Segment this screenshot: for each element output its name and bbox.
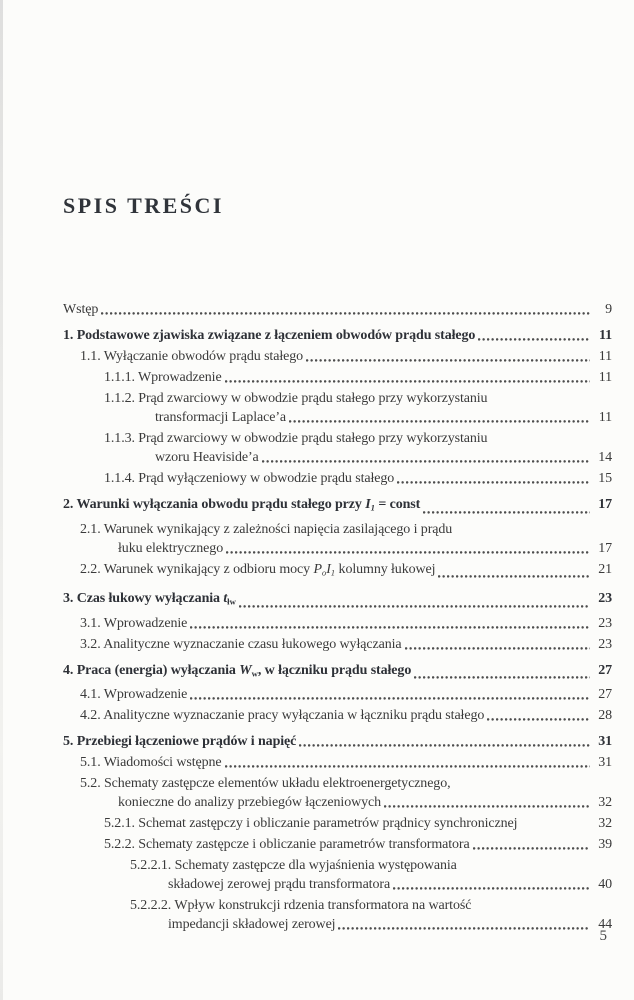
- toc-entry: [63, 685, 612, 704]
- toc-entry-text: 1.1.3. Prąd zwarciowy w obwodzie prądu stałego przy wykorzystaniu: [104, 431, 488, 446]
- toc-entry: [63, 495, 612, 518]
- toc-entry-text: Wstęp: [63, 302, 99, 317]
- toc-entry-text: 1.1.4. Prąd wyłączeniowy w obwodzie prądu stałego: [104, 471, 395, 486]
- toc-entry: [63, 469, 612, 488]
- toc-entry-text: składowej zerowej prądu transformatora: [168, 877, 391, 893]
- toc-entry: [63, 408, 612, 427]
- toc-page-number: 9: [605, 302, 612, 317]
- toc-page-number: 28: [598, 708, 612, 724]
- toc-page-number: 21: [598, 561, 612, 577]
- toc-entry: [63, 875, 612, 894]
- toc-page-number: 23: [598, 636, 612, 652]
- dot-leader: [478, 337, 590, 341]
- toc-entry-text: impedancji składowej zerowej: [168, 917, 336, 933]
- dot-leader: [473, 846, 590, 850]
- toc-entry-text: 5.2. Schematy zastępcze elementów układu elektroenergetycznego,: [80, 776, 451, 792]
- toc-entry: [63, 753, 612, 772]
- toc-entry-text: 4.1. Wprowadzenie: [80, 687, 188, 703]
- dot-leader: [397, 480, 590, 484]
- dot-leader: [423, 510, 590, 514]
- toc-entry: [63, 661, 612, 684]
- toc-entry: [63, 347, 612, 366]
- toc-entry-text: 1.1.2. Prąd zwarciowy w obwodzie prądu stałego przy wykorzystaniu: [104, 391, 488, 406]
- toc-entry-text: 3.2. Analityczne wyznaczanie czasu łukowego wyłączania: [80, 636, 402, 652]
- toc-entry-text: wzoru Heaviside’a: [155, 450, 259, 465]
- toc-page-number: 11: [598, 410, 612, 425]
- toc-page-number: 11: [598, 370, 612, 385]
- page-number-footer: 5: [599, 928, 607, 944]
- toc-entry-text: 5.2.2.2. Wpływ konstrukcji rdzenia transformatora na wartość: [130, 898, 472, 914]
- dot-leader: [405, 646, 590, 650]
- toc-entry: [63, 389, 612, 408]
- toc-entry-text: 5.2.2.1. Schematy zastępcze dla wyjaśnienia występowania: [130, 858, 457, 874]
- toc-page-number: 44: [598, 917, 612, 933]
- toc-entry-text: konieczne do analizy przebiegów łączeniowych: [118, 795, 382, 811]
- toc-page-number: 32: [598, 795, 612, 811]
- dot-leader: [299, 743, 590, 747]
- toc-entry: [63, 793, 612, 812]
- toc-page-number: 27: [598, 662, 612, 678]
- toc-entry-text: 2.2. Warunek wynikający z odbioru mocy PoI1 kolumny łukowej: [80, 561, 436, 578]
- toc-entry-text: transformacji Laplace’a: [155, 410, 287, 425]
- dot-leader: [226, 550, 590, 554]
- toc-page-number: 39: [598, 837, 612, 853]
- toc-entry-text: 1.1. Wyłączanie obwodów prądu stałego: [80, 349, 304, 364]
- toc-entry: [63, 560, 612, 583]
- toc-entry: [63, 835, 612, 854]
- toc-entry-text: 5.2.1. Schemat zastępczy i obliczanie parametrów prądnicy synchronicznej: [104, 816, 518, 832]
- dot-leader: [239, 604, 590, 608]
- toc-entry-text: 2.1. Warunek wynikający z zależności napięcia zasilającego i prądu: [80, 521, 453, 537]
- toc-entry-text: 5. Przebiegi łączeniowe prądów i napięć: [63, 734, 297, 750]
- toc-entry: [63, 520, 612, 539]
- toc-page-number: 17: [598, 497, 612, 512]
- toc-entry-text: 4.2. Analityczne wyznaczanie pracy wyłączania w łączniku prądu stałego: [80, 708, 485, 724]
- scan-edge-artifact: [0, 0, 3, 1000]
- dot-leader: [487, 717, 590, 721]
- toc-entry-text: 5.2.2. Schematy zastępcze i obliczanie parametrów transformatora: [104, 837, 470, 853]
- toc-entry: [63, 706, 612, 725]
- toc-entry: [63, 429, 612, 448]
- dot-leader: [393, 886, 590, 890]
- toc-page-number: 31: [598, 734, 612, 750]
- dot-leader: [306, 358, 590, 362]
- toc-entry-text: 4. Praca (energia) wyłączania Ww, w łączniku prądu stałego: [63, 662, 412, 679]
- dot-leader: [190, 625, 590, 629]
- toc-entry: [63, 896, 612, 915]
- dot-leader: [384, 804, 590, 808]
- page-title: SPIS TREŚCI: [63, 193, 224, 218]
- toc-page-number: 15: [598, 471, 612, 486]
- toc-page-number: 11: [598, 349, 612, 364]
- toc-entry: [63, 856, 612, 875]
- dot-leader: [289, 419, 590, 423]
- toc-page-number: 31: [598, 755, 612, 771]
- dot-leader: [520, 825, 590, 829]
- toc-entry: [63, 814, 612, 833]
- dot-leader: [262, 459, 590, 463]
- toc-entry-text: 1. Podstawowe zjawiska związane z łączeniem obwodów prądu stałego: [63, 328, 476, 343]
- toc-entry: [63, 539, 612, 558]
- dot-leader: [225, 379, 590, 383]
- toc-entry: [63, 326, 612, 345]
- toc-entry-text: łuku elektrycznego: [118, 540, 224, 556]
- toc-entry: [63, 614, 612, 633]
- toc-entry-text: 2. Warunki wyłączania obwodu prądu stałego przy I1 = const: [63, 497, 421, 513]
- toc-entry: [63, 915, 612, 934]
- toc-entry-text: 3.1. Wprowadzenie: [80, 615, 188, 631]
- dot-leader: [101, 311, 590, 315]
- table-of-contents: [63, 298, 612, 934]
- dot-leader: [225, 764, 590, 768]
- toc-page-number: 14: [598, 450, 612, 465]
- toc-page-number: 23: [598, 615, 612, 631]
- toc-entry-text: 1.1.1. Wprowadzenie: [104, 370, 222, 385]
- toc-page-number: 17: [598, 540, 612, 556]
- toc-entry: [63, 732, 612, 751]
- toc-entry: [63, 368, 612, 387]
- toc-entry: [63, 589, 612, 612]
- toc-page-number: 23: [598, 591, 612, 607]
- toc-entry: [63, 774, 612, 793]
- toc-page-number: 32: [598, 816, 612, 832]
- dot-leader: [190, 696, 590, 700]
- dot-leader: [338, 926, 590, 930]
- toc-entry-text: 5.1. Wiadomości wstępne: [80, 755, 222, 771]
- toc-page-number: 40: [598, 877, 612, 893]
- dot-leader: [438, 574, 590, 578]
- toc-entry: [63, 635, 612, 654]
- toc-entry: [63, 300, 612, 319]
- dot-leader: [414, 675, 590, 679]
- toc-page-number: 27: [598, 687, 612, 703]
- toc-entry: [63, 448, 612, 467]
- toc-entry-text: 3. Czas łukowy wyłączania tłw: [63, 591, 236, 607]
- toc-page-number: 11: [598, 328, 612, 343]
